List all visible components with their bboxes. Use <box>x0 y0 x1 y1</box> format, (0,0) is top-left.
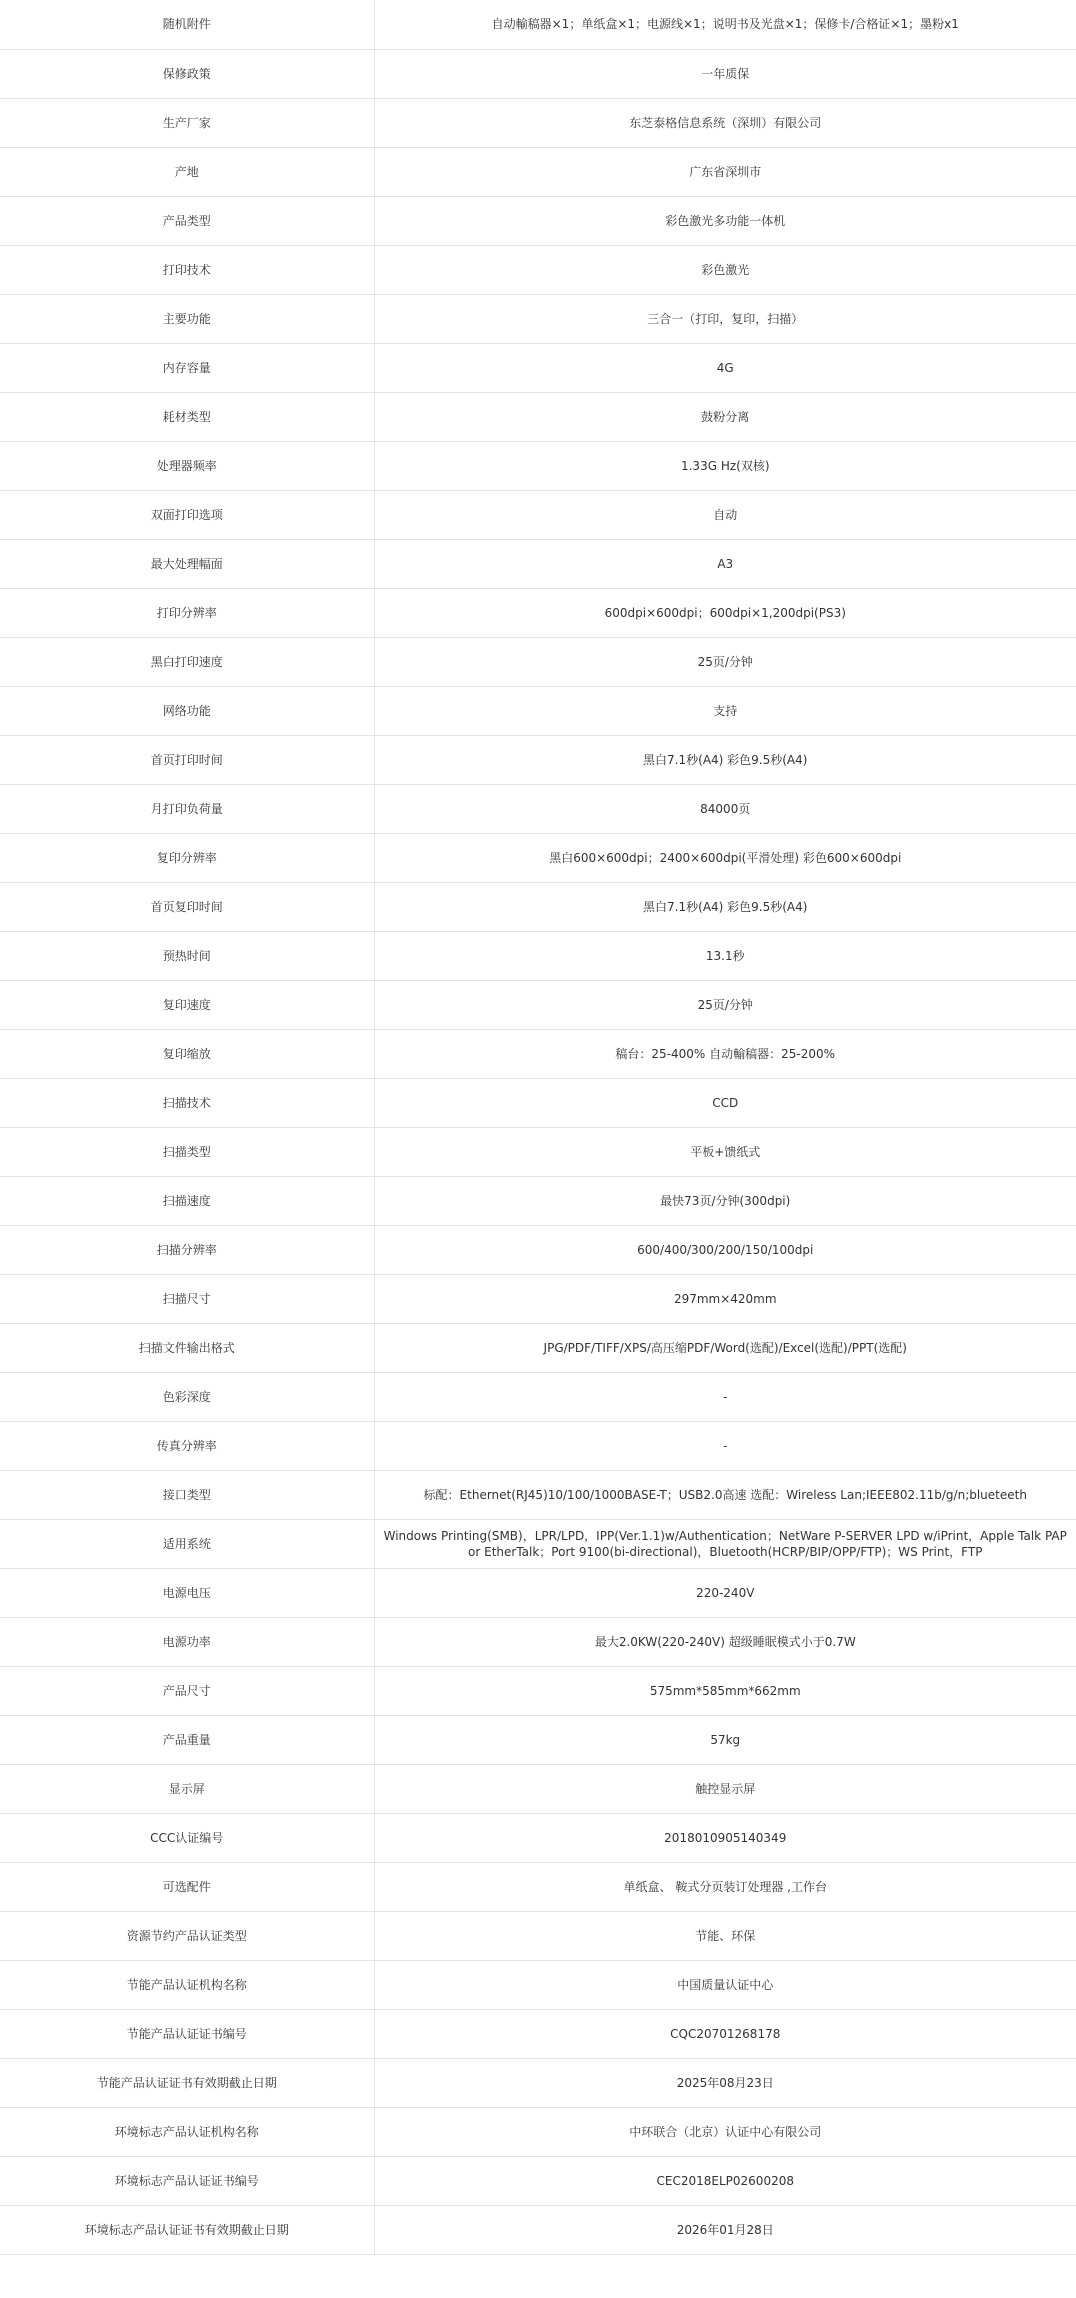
spec-row <box>0 1813 1076 1862</box>
spec-row <box>0 0 1076 49</box>
spec-row <box>0 441 1076 490</box>
spec-row <box>0 147 1076 196</box>
spec-label: 节能产品认证机构名称 <box>0 1960 374 2009</box>
spec-value: 600/400/300/200/150/100dpi <box>374 1225 1076 1274</box>
spec-value: 1.33G Hz(双核) <box>374 441 1076 490</box>
spec-label: 资源节约产品认证类型 <box>0 1911 374 1960</box>
spec-label: 可选配件 <box>0 1862 374 1911</box>
spec-row <box>0 1519 1076 1568</box>
spec-row <box>0 392 1076 441</box>
spec-row <box>0 1127 1076 1176</box>
spec-label: 最大处理幅面 <box>0 539 374 588</box>
spec-label: 传真分辨率 <box>0 1421 374 1470</box>
spec-row <box>0 735 1076 784</box>
spec-row <box>0 1274 1076 1323</box>
spec-value: 最快73页/分钟(300dpi) <box>374 1176 1076 1225</box>
spec-value: 鼓粉分离 <box>374 392 1076 441</box>
spec-value: 支持 <box>374 686 1076 735</box>
spec-value: 单纸盒、 鞍式分页装订处理器 ,工作台 <box>374 1862 1076 1911</box>
spec-row <box>0 1666 1076 1715</box>
spec-label: 保修政策 <box>0 49 374 98</box>
spec-label: 双面打印选项 <box>0 490 374 539</box>
spec-label: 打印分辨率 <box>0 588 374 637</box>
spec-row <box>0 686 1076 735</box>
spec-row <box>0 2156 1076 2205</box>
spec-label: 复印分辨率 <box>0 833 374 882</box>
spec-value: 黑白7.1秒(A4) 彩色9.5秒(A4) <box>374 735 1076 784</box>
spec-value: 84000页 <box>374 784 1076 833</box>
spec-value: 中国质量认证中心 <box>374 1960 1076 2009</box>
spec-value: 触控显示屏 <box>374 1764 1076 1813</box>
spec-label: 预热时间 <box>0 931 374 980</box>
spec-label: 内存容量 <box>0 343 374 392</box>
spec-label: 扫描尺寸 <box>0 1274 374 1323</box>
spec-row <box>0 1862 1076 1911</box>
spec-row <box>0 1323 1076 1372</box>
spec-value: CEC2018ELP02600208 <box>374 2156 1076 2205</box>
spec-value: 4G <box>374 343 1076 392</box>
spec-value: 13.1秒 <box>374 931 1076 980</box>
spec-row <box>0 588 1076 637</box>
spec-value: 黑白600×600dpi；2400×600dpi(平滑处理) 彩色600×600dpi <box>374 833 1076 882</box>
spec-label: 生产厂家 <box>0 98 374 147</box>
spec-row <box>0 784 1076 833</box>
spec-value: JPG/PDF/TIFF/XPS/高压缩PDF/Word(选配)/Excel(选配)/PPT(选配) <box>374 1323 1076 1372</box>
spec-label: CCC认证编号 <box>0 1813 374 1862</box>
spec-label: 打印技术 <box>0 245 374 294</box>
spec-value: 25页/分钟 <box>374 637 1076 686</box>
spec-label: 随机附件 <box>0 0 374 49</box>
spec-label: 扫描文件输出格式 <box>0 1323 374 1372</box>
spec-value: 三合一（打印，复印，扫描） <box>374 294 1076 343</box>
spec-row <box>0 980 1076 1029</box>
spec-label: 电源功率 <box>0 1617 374 1666</box>
spec-row <box>0 931 1076 980</box>
spec-value: 2018010905140349 <box>374 1813 1076 1862</box>
spec-row <box>0 833 1076 882</box>
spec-label: 环境标志产品认证证书有效期截止日期 <box>0 2205 374 2254</box>
spec-row <box>0 49 1076 98</box>
spec-row <box>0 2107 1076 2156</box>
spec-row <box>0 637 1076 686</box>
spec-value: 一年质保 <box>374 49 1076 98</box>
spec-value: 最大2.0KW(220-240V) 超级睡眠模式小于0.7W <box>374 1617 1076 1666</box>
spec-row <box>0 1225 1076 1274</box>
spec-label: 节能产品认证证书有效期截止日期 <box>0 2058 374 2107</box>
spec-label: 产地 <box>0 147 374 196</box>
spec-label: 处理器频率 <box>0 441 374 490</box>
spec-row <box>0 2009 1076 2058</box>
spec-value: 广东省深圳市 <box>374 147 1076 196</box>
spec-row <box>0 490 1076 539</box>
spec-value: 575mm*585mm*662mm <box>374 1666 1076 1715</box>
spec-value: 自动輸稿器×1；单纸盒×1；电源线×1；说明书及光盘×1；保修卡/合格证×1；墨粉x1 <box>374 0 1076 49</box>
spec-value: 600dpi×600dpi；600dpi×1,200dpi(PS3) <box>374 588 1076 637</box>
spec-value: 中环联合（北京）认证中心有限公司 <box>374 2107 1076 2156</box>
spec-value: 自动 <box>374 490 1076 539</box>
spec-value: CCD <box>374 1078 1076 1127</box>
spec-value: CQC20701268178 <box>374 2009 1076 2058</box>
spec-label: 主要功能 <box>0 294 374 343</box>
spec-row <box>0 1421 1076 1470</box>
spec-row <box>0 1029 1076 1078</box>
spec-row <box>0 2058 1076 2107</box>
spec-value: - <box>374 1372 1076 1421</box>
spec-label: 首页复印时间 <box>0 882 374 931</box>
spec-row <box>0 245 1076 294</box>
spec-value: 220-240V <box>374 1568 1076 1617</box>
spec-row <box>0 294 1076 343</box>
spec-label: 产品类型 <box>0 196 374 245</box>
spec-row <box>0 1764 1076 1813</box>
spec-value: 稿台：25-400% 自动輸稿器：25-200% <box>374 1029 1076 1078</box>
spec-value: 2026年01月28日 <box>374 2205 1076 2254</box>
spec-label: 黑白打印速度 <box>0 637 374 686</box>
spec-value: 彩色激光多功能一体机 <box>374 196 1076 245</box>
spec-value: 彩色激光 <box>374 245 1076 294</box>
spec-label: 复印缩放 <box>0 1029 374 1078</box>
spec-label: 显示屏 <box>0 1764 374 1813</box>
spec-label: 扫描类型 <box>0 1127 374 1176</box>
spec-row <box>0 539 1076 588</box>
spec-row <box>0 1470 1076 1519</box>
spec-value: 57kg <box>374 1715 1076 1764</box>
spec-row <box>0 2205 1076 2254</box>
spec-value: - <box>374 1421 1076 1470</box>
spec-value: 节能、环保 <box>374 1911 1076 1960</box>
spec-label: 网络功能 <box>0 686 374 735</box>
spec-label: 适用系统 <box>0 1519 374 1568</box>
spec-row <box>0 98 1076 147</box>
spec-value: 平板+馈纸式 <box>374 1127 1076 1176</box>
spec-row <box>0 1960 1076 2009</box>
spec-label: 首页打印时间 <box>0 735 374 784</box>
spec-label: 扫描分辨率 <box>0 1225 374 1274</box>
spec-label: 耗材类型 <box>0 392 374 441</box>
spec-label: 扫描技术 <box>0 1078 374 1127</box>
spec-label: 节能产品认证证书编号 <box>0 2009 374 2058</box>
spec-label: 电源电压 <box>0 1568 374 1617</box>
spec-label: 复印速度 <box>0 980 374 1029</box>
spec-row <box>0 1372 1076 1421</box>
spec-label: 色彩深度 <box>0 1372 374 1421</box>
spec-row <box>0 1715 1076 1764</box>
spec-value: 黑白7.1秒(A4) 彩色9.5秒(A4) <box>374 882 1076 931</box>
spec-label: 扫描速度 <box>0 1176 374 1225</box>
spec-row <box>0 1568 1076 1617</box>
spec-label: 接口类型 <box>0 1470 374 1519</box>
spec-label: 月打印负荷量 <box>0 784 374 833</box>
spec-row <box>0 1176 1076 1225</box>
spec-row <box>0 882 1076 931</box>
spec-value: A3 <box>374 539 1076 588</box>
spec-label: 产品尺寸 <box>0 1666 374 1715</box>
spec-value: 25页/分钟 <box>374 980 1076 1029</box>
spec-label: 环境标志产品认证机构名称 <box>0 2107 374 2156</box>
spec-value: 2025年08月23日 <box>374 2058 1076 2107</box>
spec-value: Windows Printing(SMB)，LPR/LPD，IPP(Ver.1.1)w/Authentication；NetWare P-SERVER LPD w/iPrint，Apple Talk PAP or EtherTalk；Port 9100(bi-directional)，Bluetooth(HCRP/BIP/OPP/FTP)；WS Print，FTP <box>374 1519 1076 1568</box>
spec-row <box>0 1078 1076 1127</box>
spec-value: 东芝泰格信息系统（深圳）有限公司 <box>374 98 1076 147</box>
spec-row <box>0 1911 1076 1960</box>
spec-row <box>0 196 1076 245</box>
spec-value: 297mm×420mm <box>374 1274 1076 1323</box>
spec-label: 产品重量 <box>0 1715 374 1764</box>
spec-value: 标配：Ethernet(RJ45)10/100/1000BASE-T；USB2.0高速 选配：Wireless Lan;IEEE802.11b/g/n;blueteeth <box>374 1470 1076 1519</box>
spec-row <box>0 1617 1076 1666</box>
spec-label: 环境标志产品认证证书编号 <box>0 2156 374 2205</box>
spec-row <box>0 343 1076 392</box>
